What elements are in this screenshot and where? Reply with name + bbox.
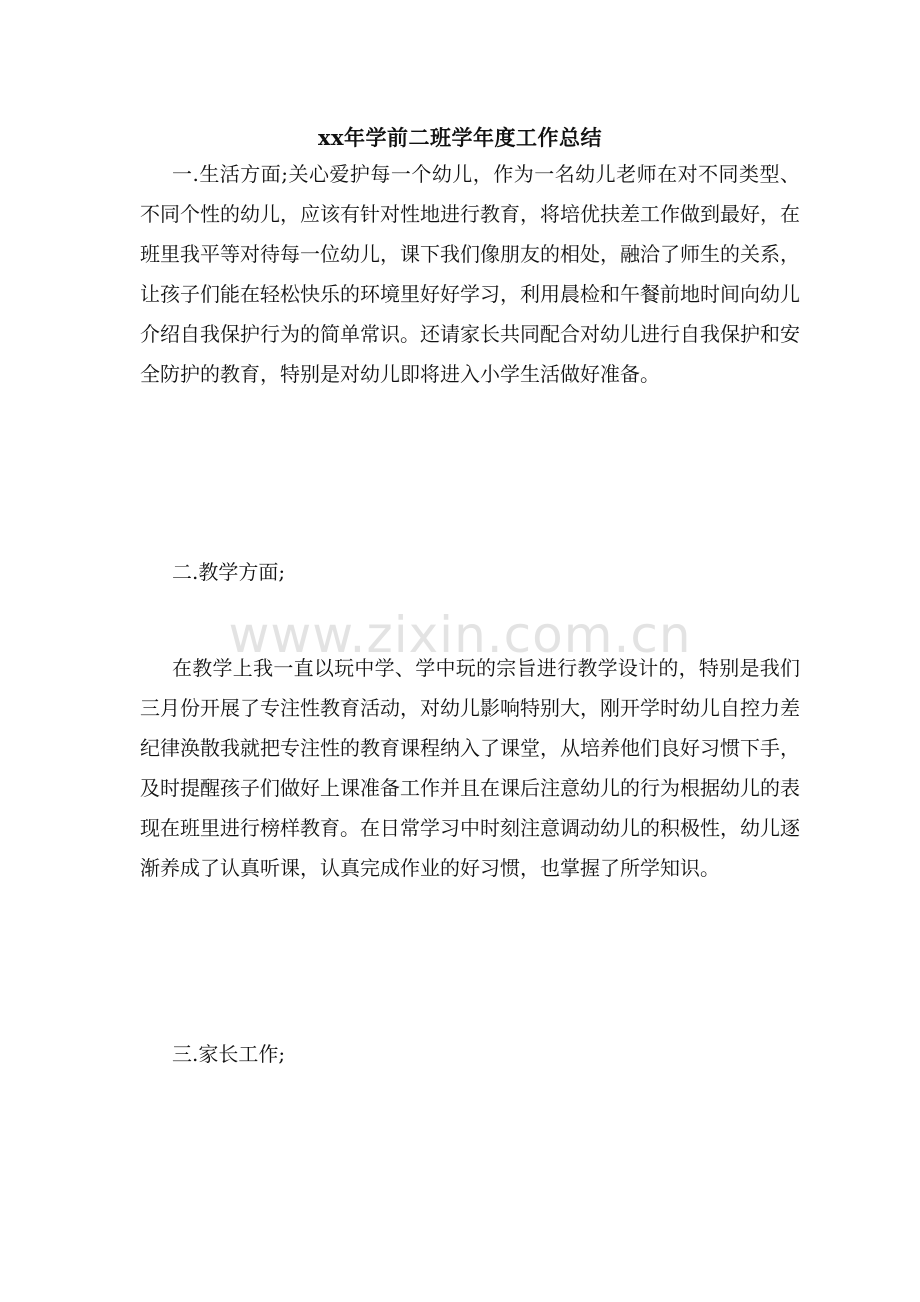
section-1-paragraph: 一.生活方面;关心爱护每一个幼儿，作为一名幼儿老师在对不同类型、不同个性的幼儿，应该有针对性地进行教育，将培优扶差工作做到最好，在班里我平等对待每一位幼儿，课下我们像朋友的相处，融洽了师生的关系，让孩子们能在轻松快乐的环境里好好学习，利用晨检和午餐前地时间向幼儿介绍自我保护行为的简单常识。还请家长共同配合对幼儿进行自我保护和安全防护的教育，特别是对幼儿即将进入小学生活做好准备。 [140, 162, 800, 386]
section-2-paragraph: 在教学上我一直以玩中学、学中玩的宗旨进行教学设计的，特别是我们三月份开展了专注性教育活动，对幼儿影响特别大，刚开学时幼儿自控力差纪律涣散我就把专注性的教育课程纳入了课堂，从培养他们良好习惯下手，及时提醒孩子们做好上课准备工作并且在课后注意幼儿的行为根据幼儿的表现在班里进行榜样教育。在日常学习中时刻注意调动幼儿的积极性，幼儿逐渐养成了认真听课，认真完成作业的好习惯，也掌握了所学知识。 [140, 656, 800, 880]
section-3-heading: 三.家长工作; [172, 1042, 286, 1066]
watermark: www.zixin.com.cn [228, 606, 692, 664]
section-2-heading: 二.教学方面; [172, 560, 286, 584]
document-title: xx年学前二班学年度工作总结 [317, 125, 603, 150]
